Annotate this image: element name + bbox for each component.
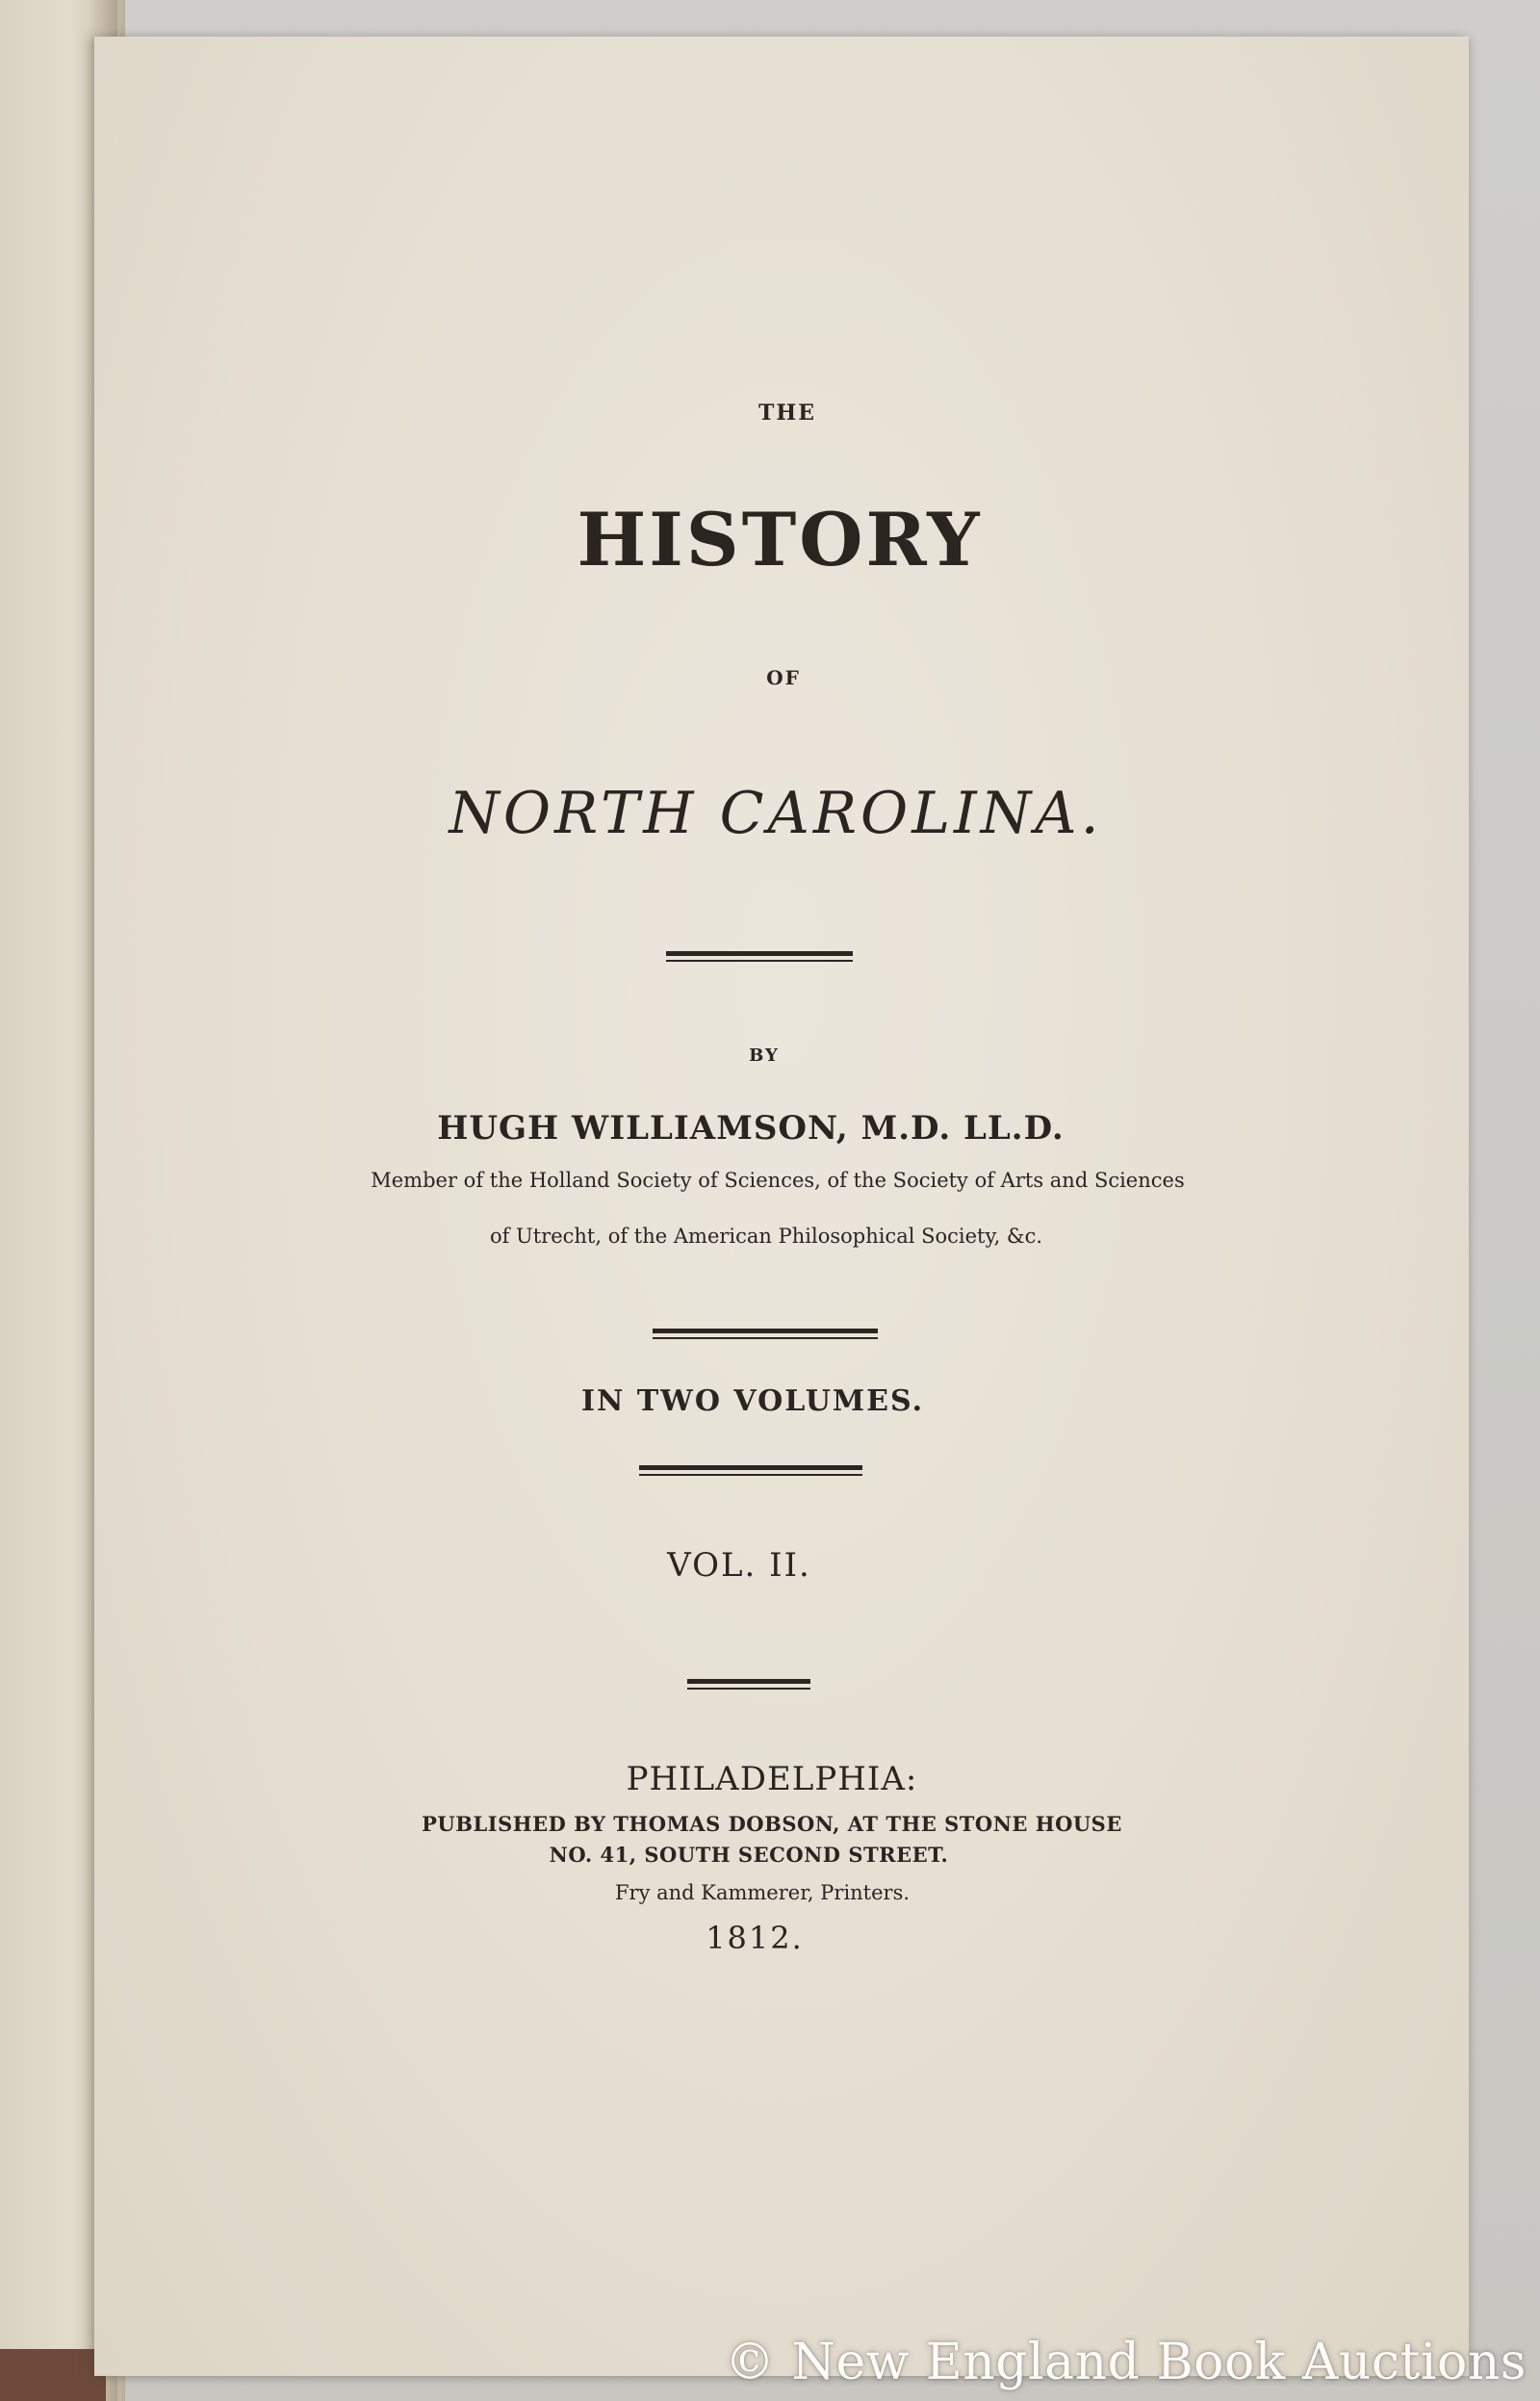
imprint-city: PHILADELPHIA: — [626, 1760, 918, 1798]
volume-number: VOL. II. — [667, 1546, 811, 1585]
author-name: HUGH WILLIAMSON, M.D. LL.D. — [437, 1109, 1065, 1148]
title-history: HISTORY — [577, 497, 983, 582]
divider-rule-2 — [653, 1329, 878, 1333]
divider-rule-1 — [666, 951, 853, 956]
imprint-printers: Fry and Kammerer, Printers. — [614, 1881, 911, 1904]
title-of: OF — [766, 666, 801, 689]
copyright-watermark: © New England Book Auctions — [724, 2334, 1527, 2391]
title-the: THE — [758, 400, 816, 426]
divider-rule-3 — [639, 1465, 862, 1470]
author-credentials-line2: of Utrecht, of the American Philosophical Society, &c. — [489, 1225, 1043, 1248]
imprint-publisher-line2: NO. 41, SOUTH SECOND STREET. — [549, 1843, 949, 1867]
title-page — [94, 37, 1469, 2376]
divider-rule-4 — [687, 1679, 810, 1684]
author-by: BY — [749, 1046, 780, 1066]
imprint-year: 1812. — [706, 1920, 804, 1956]
title-place: NORTH CAROLINA. — [449, 780, 1103, 847]
title-page-content — [94, 37, 1469, 2376]
author-credentials-line1: Member of the Holland Society of Sciences, of the Society of Arts and Sciences — [371, 1169, 1185, 1192]
volume-count: IN TWO VOLUMES. — [580, 1384, 925, 1418]
imprint-publisher-line1: PUBLISHED BY THOMAS DOBSON, AT THE STONE HOUSE — [422, 1812, 1122, 1836]
binding-corner — [0, 2349, 106, 2401]
